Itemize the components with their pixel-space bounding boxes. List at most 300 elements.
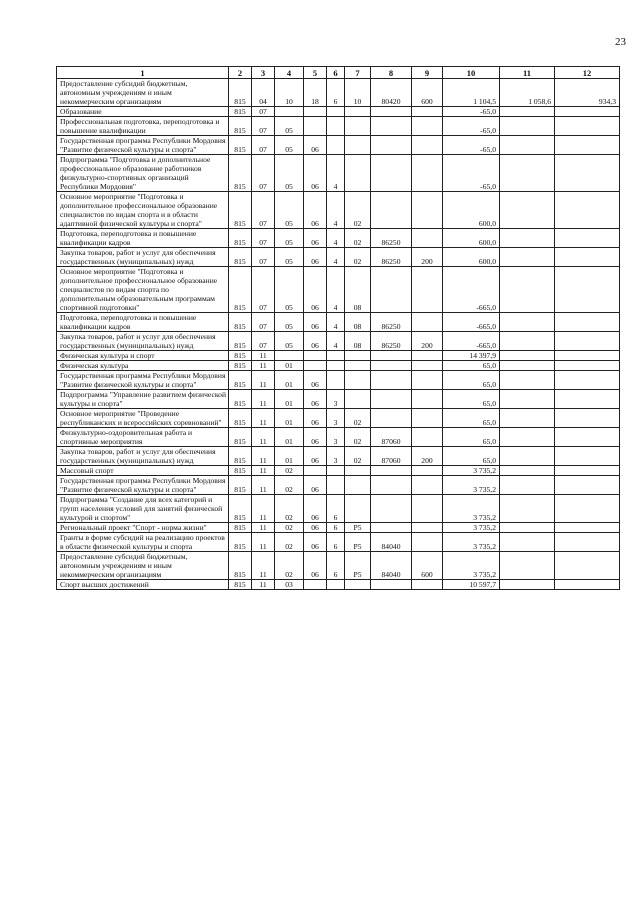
cell-col-8 [371, 155, 412, 192]
cell-col-6: 3 [327, 447, 345, 466]
cell-col-3: 07 [252, 313, 275, 332]
cell-col-7 [345, 117, 371, 136]
cell-col-9 [412, 313, 443, 332]
cell-col-10: 600,0 [443, 229, 500, 248]
cell-col-7 [345, 466, 371, 476]
cell-col-5: 06 [304, 533, 327, 552]
cell-col-9 [412, 229, 443, 248]
cell-col-11 [500, 428, 555, 447]
cell-col-8: 86250 [371, 313, 412, 332]
cell-col-7: P5 [345, 533, 371, 552]
cell-col-6 [327, 136, 345, 155]
cell-col-4: 01 [275, 409, 304, 428]
cell-col-10: 65,0 [443, 390, 500, 409]
cell-col-8 [371, 409, 412, 428]
cell-col-9 [412, 428, 443, 447]
cell-col-12 [555, 117, 620, 136]
cell-col-7: 08 [345, 313, 371, 332]
table-row [57, 390, 620, 409]
row-name-cell: Подпрограмма "Создание для всех категорий и групп населения условий для занятий физической культурой и спортом" [57, 495, 229, 523]
cell-col-2: 815 [229, 229, 252, 248]
cell-col-3: 11 [252, 552, 275, 580]
cell-col-10: 1 104,5 [443, 79, 500, 107]
cell-col-10: 3 735,2 [443, 523, 500, 533]
cell-col-7: 02 [345, 229, 371, 248]
cell-col-12 [555, 371, 620, 390]
cell-col-6 [327, 371, 345, 390]
table-row [57, 371, 620, 390]
cell-col-4: 01 [275, 361, 304, 371]
table-row [57, 313, 620, 332]
cell-col-10: 3 735,2 [443, 495, 500, 523]
cell-col-9 [412, 351, 443, 361]
cell-col-5: 06 [304, 313, 327, 332]
cell-col-10: -665,0 [443, 332, 500, 351]
cell-col-11 [500, 447, 555, 466]
cell-col-9: 200 [412, 248, 443, 267]
cell-col-6: 6 [327, 533, 345, 552]
cell-col-12 [555, 495, 620, 523]
cell-col-9 [412, 136, 443, 155]
cell-col-12 [555, 229, 620, 248]
cell-col-7: 08 [345, 332, 371, 351]
cell-col-12 [555, 332, 620, 351]
cell-col-11 [500, 533, 555, 552]
cell-col-10: 65,0 [443, 428, 500, 447]
cell-col-5: 06 [304, 476, 327, 495]
row-name-cell: Основное мероприятие "Проведение республиканских и всероссийских соревнований" [57, 409, 229, 428]
cell-col-5: 06 [304, 192, 327, 229]
cell-col-3: 07 [252, 229, 275, 248]
column-header-4: 4 [275, 67, 304, 79]
row-name-cell: Региональный проект "Спорт - норма жизни" [57, 523, 229, 533]
cell-col-10: 600,0 [443, 192, 500, 229]
cell-col-6: 3 [327, 409, 345, 428]
cell-col-12 [555, 466, 620, 476]
cell-col-3: 11 [252, 533, 275, 552]
cell-col-2: 815 [229, 552, 252, 580]
cell-col-7 [345, 361, 371, 371]
cell-col-4: 05 [275, 313, 304, 332]
cell-col-4: 03 [275, 580, 304, 590]
row-name-cell: Предоставление субсидий бюджетным, автономным учреждениям и иным некоммерческим организациям [57, 552, 229, 580]
table-row [57, 155, 620, 192]
cell-col-3: 11 [252, 476, 275, 495]
row-name-cell: Закупка товаров, работ и услуг для обеспечения государственных (муниципальных) нужд [57, 248, 229, 267]
cell-col-5: 06 [304, 267, 327, 313]
row-name-cell: Основное мероприятие "Подготовка и дополнительное профессиональное образование специалистов по видам спорта по дополнительным образовательным программам спортивной подготовки" [57, 267, 229, 313]
cell-col-7 [345, 136, 371, 155]
cell-col-5: 06 [304, 447, 327, 466]
cell-col-8 [371, 390, 412, 409]
cell-col-3: 07 [252, 248, 275, 267]
cell-col-3: 11 [252, 523, 275, 533]
cell-col-11 [500, 267, 555, 313]
cell-col-7: 02 [345, 409, 371, 428]
cell-col-5: 06 [304, 523, 327, 533]
cell-col-9 [412, 361, 443, 371]
cell-col-4: 02 [275, 466, 304, 476]
cell-col-8 [371, 351, 412, 361]
cell-col-11 [500, 476, 555, 495]
cell-col-12 [555, 447, 620, 466]
cell-col-7 [345, 155, 371, 192]
cell-col-5: 06 [304, 229, 327, 248]
cell-col-2: 815 [229, 428, 252, 447]
cell-col-5 [304, 351, 327, 361]
table-row [57, 495, 620, 523]
table-row [57, 580, 620, 590]
cell-col-6: 4 [327, 248, 345, 267]
cell-col-11 [500, 552, 555, 580]
cell-col-7: P5 [345, 552, 371, 580]
cell-col-3: 07 [252, 117, 275, 136]
cell-col-9: 600 [412, 79, 443, 107]
table-row [57, 476, 620, 495]
cell-col-12 [555, 409, 620, 428]
cell-col-4: 01 [275, 390, 304, 409]
cell-col-11 [500, 466, 555, 476]
table-row [57, 447, 620, 466]
column-header-8: 8 [371, 67, 412, 79]
cell-col-7: 10 [345, 79, 371, 107]
row-name-cell: Физическая культура и спорт [57, 351, 229, 361]
table-row [57, 351, 620, 361]
cell-col-3: 11 [252, 409, 275, 428]
cell-col-10: 10 597,7 [443, 580, 500, 590]
cell-col-9 [412, 155, 443, 192]
cell-col-9 [412, 495, 443, 523]
cell-col-9 [412, 476, 443, 495]
row-name-cell: Гранты в форме субсидий на реализацию проектов в области физической культуры и спорта [57, 533, 229, 552]
cell-col-2: 815 [229, 155, 252, 192]
cell-col-7 [345, 390, 371, 409]
table-body [57, 79, 620, 590]
row-name-cell: Массовый спорт [57, 466, 229, 476]
cell-col-8: 87060 [371, 428, 412, 447]
cell-col-9 [412, 192, 443, 229]
cell-col-7 [345, 476, 371, 495]
column-header-5: 5 [304, 67, 327, 79]
cell-col-12 [555, 580, 620, 590]
table-row [57, 523, 620, 533]
cell-col-5 [304, 466, 327, 476]
page-number: 23 [615, 36, 626, 48]
table-row [57, 267, 620, 313]
cell-col-8: 86250 [371, 332, 412, 351]
cell-col-6 [327, 476, 345, 495]
cell-col-7 [345, 495, 371, 523]
cell-col-2: 815 [229, 466, 252, 476]
table-row [57, 428, 620, 447]
cell-col-6: 6 [327, 79, 345, 107]
cell-col-9: 600 [412, 552, 443, 580]
cell-col-11 [500, 107, 555, 117]
cell-col-5: 18 [304, 79, 327, 107]
cell-col-8 [371, 466, 412, 476]
cell-col-3: 11 [252, 371, 275, 390]
table-row [57, 117, 620, 136]
cell-col-7: 02 [345, 447, 371, 466]
cell-col-4: 01 [275, 371, 304, 390]
cell-col-9 [412, 409, 443, 428]
cell-col-4: 10 [275, 79, 304, 107]
cell-col-9 [412, 117, 443, 136]
cell-col-12 [555, 428, 620, 447]
row-name-cell: Закупка товаров, работ и услуг для обеспечения государственных (муниципальных) нужд [57, 447, 229, 466]
cell-col-3: 11 [252, 447, 275, 466]
cell-col-10: 600,0 [443, 248, 500, 267]
table-row [57, 229, 620, 248]
cell-col-8 [371, 495, 412, 523]
cell-col-8: 84040 [371, 533, 412, 552]
cell-col-7: 02 [345, 248, 371, 267]
table-row [57, 332, 620, 351]
cell-col-2: 815 [229, 447, 252, 466]
cell-col-3: 11 [252, 466, 275, 476]
cell-col-5: 06 [304, 495, 327, 523]
cell-col-2: 815 [229, 495, 252, 523]
cell-col-3: 07 [252, 332, 275, 351]
cell-col-4: 05 [275, 267, 304, 313]
cell-col-10: -65,0 [443, 155, 500, 192]
cell-col-12 [555, 552, 620, 580]
cell-col-12 [555, 155, 620, 192]
cell-col-12: 934,3 [555, 79, 620, 107]
table-row [57, 192, 620, 229]
cell-col-4: 05 [275, 136, 304, 155]
cell-col-9 [412, 107, 443, 117]
cell-col-7 [345, 107, 371, 117]
cell-col-5 [304, 107, 327, 117]
budget-table [56, 66, 620, 590]
cell-col-8 [371, 267, 412, 313]
cell-col-11 [500, 361, 555, 371]
cell-col-11 [500, 313, 555, 332]
cell-col-8: 87060 [371, 447, 412, 466]
cell-col-8 [371, 371, 412, 390]
cell-col-2: 815 [229, 79, 252, 107]
cell-col-2: 815 [229, 371, 252, 390]
cell-col-11 [500, 351, 555, 361]
cell-col-5: 06 [304, 155, 327, 192]
row-name-cell: Закупка товаров, работ и услуг для обеспечения государственных (муниципальных) нужд [57, 332, 229, 351]
cell-col-4 [275, 351, 304, 361]
cell-col-2: 815 [229, 533, 252, 552]
cell-col-2: 815 [229, 107, 252, 117]
cell-col-4: 05 [275, 248, 304, 267]
column-header-6: 6 [327, 67, 345, 79]
cell-col-11 [500, 371, 555, 390]
column-header-7: 7 [345, 67, 371, 79]
column-header-2: 2 [229, 67, 252, 79]
cell-col-2: 815 [229, 580, 252, 590]
cell-col-11 [500, 136, 555, 155]
cell-col-9 [412, 580, 443, 590]
cell-col-4: 05 [275, 117, 304, 136]
cell-col-8 [371, 361, 412, 371]
cell-col-2: 815 [229, 136, 252, 155]
cell-col-10: 3 735,2 [443, 533, 500, 552]
cell-col-5: 06 [304, 390, 327, 409]
cell-col-7: 02 [345, 428, 371, 447]
table-row [57, 248, 620, 267]
cell-col-12 [555, 361, 620, 371]
cell-col-6 [327, 107, 345, 117]
table-row [57, 409, 620, 428]
row-name-cell: Физическая культура [57, 361, 229, 371]
cell-col-8: 86250 [371, 229, 412, 248]
cell-col-3: 07 [252, 107, 275, 117]
cell-col-9 [412, 371, 443, 390]
cell-col-5: 06 [304, 248, 327, 267]
cell-col-9 [412, 523, 443, 533]
cell-col-4: 02 [275, 495, 304, 523]
cell-col-6 [327, 466, 345, 476]
cell-col-10: 3 735,2 [443, 466, 500, 476]
cell-col-3: 07 [252, 136, 275, 155]
row-name-cell: Основное мероприятие "Подготовка и дополнительное профессиональное образование специалистов по видам спорта и в области адаптивной физической культуры и спорта" [57, 192, 229, 229]
cell-col-12 [555, 136, 620, 155]
cell-col-12 [555, 267, 620, 313]
cell-col-10: 65,0 [443, 371, 500, 390]
cell-col-6 [327, 361, 345, 371]
cell-col-6: 4 [327, 155, 345, 192]
cell-col-5: 06 [304, 136, 327, 155]
cell-col-2: 815 [229, 248, 252, 267]
row-name-cell: Государственная программа Республики Мордовия "Развитие физической культуры и спорта" [57, 476, 229, 495]
cell-col-10: -665,0 [443, 313, 500, 332]
row-name-cell: Подготовка, переподготовка и повышение квалификации кадров [57, 313, 229, 332]
cell-col-7: 08 [345, 267, 371, 313]
row-name-cell: Спорт высших достижений [57, 580, 229, 590]
cell-col-4: 01 [275, 447, 304, 466]
cell-col-8 [371, 192, 412, 229]
table-row [57, 552, 620, 580]
cell-col-12 [555, 351, 620, 361]
cell-col-3: 04 [252, 79, 275, 107]
cell-col-4: 02 [275, 476, 304, 495]
cell-col-11: 1 058,6 [500, 79, 555, 107]
header-row [57, 67, 620, 79]
row-name-cell: Подготовка, переподготовка и повышение квалификации кадров [57, 229, 229, 248]
column-header-3: 3 [252, 67, 275, 79]
row-name-cell: Государственная программа Республики Мордовия "Развитие физической культуры и спорта" [57, 371, 229, 390]
row-name-cell: Государственная программа Республики Мордовия "Развитие физической культуры и спорта" [57, 136, 229, 155]
cell-col-8 [371, 476, 412, 495]
cell-col-9 [412, 466, 443, 476]
cell-col-2: 815 [229, 192, 252, 229]
cell-col-4 [275, 107, 304, 117]
cell-col-6: 4 [327, 267, 345, 313]
cell-col-10: 65,0 [443, 361, 500, 371]
cell-col-4: 01 [275, 428, 304, 447]
cell-col-5: 06 [304, 409, 327, 428]
cell-col-5: 06 [304, 552, 327, 580]
cell-col-3: 07 [252, 155, 275, 192]
cell-col-6: 6 [327, 552, 345, 580]
cell-col-12 [555, 192, 620, 229]
cell-col-4: 05 [275, 155, 304, 192]
cell-col-3: 11 [252, 495, 275, 523]
cell-col-5: 06 [304, 428, 327, 447]
cell-col-4: 05 [275, 332, 304, 351]
cell-col-10: -65,0 [443, 117, 500, 136]
cell-col-6: 3 [327, 428, 345, 447]
cell-col-5: 06 [304, 371, 327, 390]
column-header-10: 10 [443, 67, 500, 79]
cell-col-2: 815 [229, 409, 252, 428]
cell-col-4: 05 [275, 192, 304, 229]
cell-col-7: 02 [345, 192, 371, 229]
cell-col-12 [555, 313, 620, 332]
cell-col-12 [555, 390, 620, 409]
cell-col-10: 65,0 [443, 447, 500, 466]
table-row [57, 79, 620, 107]
cell-col-2: 815 [229, 332, 252, 351]
cell-col-8 [371, 107, 412, 117]
cell-col-2: 815 [229, 361, 252, 371]
cell-col-2: 815 [229, 351, 252, 361]
cell-col-11 [500, 495, 555, 523]
table-row [57, 533, 620, 552]
cell-col-3: 11 [252, 361, 275, 371]
row-name-cell: Подпрограмма "Подготовка и дополнительное профессиональное образование работников физкультурно-спортивных организаций Республики Мордовия" [57, 155, 229, 192]
cell-col-4: 02 [275, 533, 304, 552]
cell-col-2: 815 [229, 313, 252, 332]
row-name-cell: Профессиональная подготовка, переподготовка и повышение квалификации [57, 117, 229, 136]
cell-col-9 [412, 533, 443, 552]
cell-col-3: 07 [252, 192, 275, 229]
cell-col-2: 815 [229, 476, 252, 495]
cell-col-12 [555, 523, 620, 533]
cell-col-10: 14 397,9 [443, 351, 500, 361]
column-header-12: 12 [555, 67, 620, 79]
cell-col-10: -65,0 [443, 136, 500, 155]
cell-col-3: 11 [252, 580, 275, 590]
cell-col-11 [500, 332, 555, 351]
cell-col-2: 815 [229, 117, 252, 136]
cell-col-8: 80420 [371, 79, 412, 107]
cell-col-11 [500, 409, 555, 428]
cell-col-5 [304, 361, 327, 371]
cell-col-8 [371, 117, 412, 136]
table-row [57, 361, 620, 371]
row-name-cell: Подпрограмма "Управление развитием физической культуры и спорта" [57, 390, 229, 409]
cell-col-8 [371, 136, 412, 155]
cell-col-4: 02 [275, 523, 304, 533]
cell-col-11 [500, 580, 555, 590]
cell-col-9: 200 [412, 332, 443, 351]
cell-col-12 [555, 533, 620, 552]
cell-col-8: 84040 [371, 552, 412, 580]
cell-col-12 [555, 107, 620, 117]
cell-col-11 [500, 390, 555, 409]
cell-col-6: 6 [327, 495, 345, 523]
cell-col-3: 11 [252, 351, 275, 361]
cell-col-12 [555, 248, 620, 267]
row-name-cell: Физкультурно-оздоровительная работа и спортивные мероприятия [57, 428, 229, 447]
cell-col-12 [555, 476, 620, 495]
cell-col-6: 4 [327, 313, 345, 332]
cell-col-7 [345, 351, 371, 361]
cell-col-5: 06 [304, 332, 327, 351]
cell-col-11 [500, 248, 555, 267]
cell-col-3: 07 [252, 267, 275, 313]
cell-col-8 [371, 580, 412, 590]
cell-col-7 [345, 580, 371, 590]
cell-col-8: 86250 [371, 248, 412, 267]
